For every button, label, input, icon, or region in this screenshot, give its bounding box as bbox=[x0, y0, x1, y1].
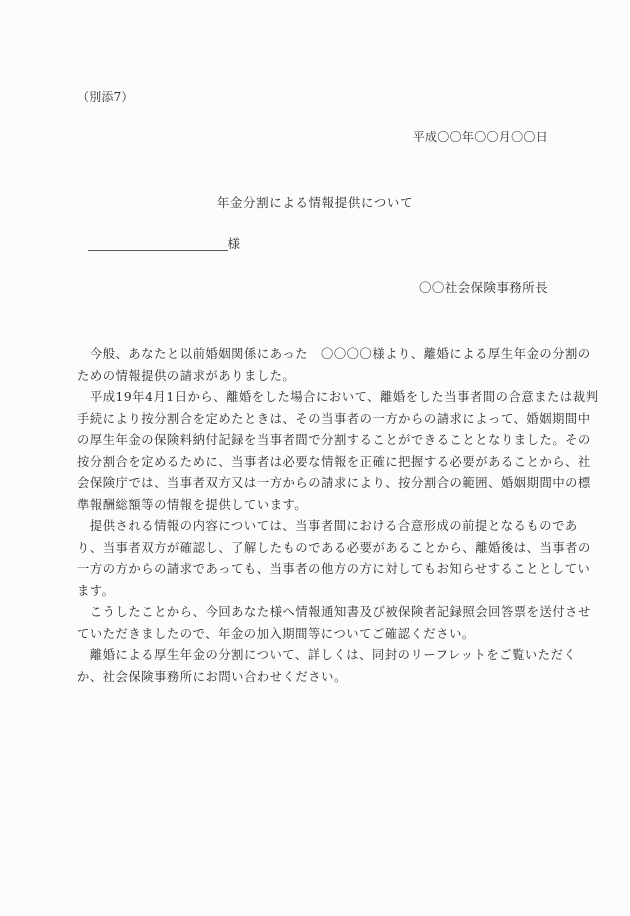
paragraph-notification bbox=[77, 516, 591, 602]
addressee-field bbox=[88, 234, 240, 251]
body-line: 一方の方からの請求であっても、当事者の他方の方に対してもお知らせすることとしてい bbox=[77, 562, 591, 576]
body-line: り、当事者双方が確認し、了解したものである必要があることから、離婚後は、当事者の bbox=[77, 540, 591, 555]
addressee-honorific: 様 bbox=[227, 236, 240, 251]
body-line: の厚生年金の保険料納付記録を当事者間で分割することができることとなりました。その bbox=[77, 433, 591, 447]
body-line: ます。 bbox=[77, 583, 115, 598]
paragraph-contact bbox=[77, 645, 577, 688]
paragraph-background bbox=[77, 387, 599, 516]
annex-label: （別添7） bbox=[77, 90, 134, 104]
paragraph-enclosure bbox=[77, 602, 591, 645]
addressee-name-blank-line bbox=[88, 250, 228, 251]
body-line: 提供される情報の内容については、当事者間における合意形成の前提となるものであ bbox=[77, 519, 578, 533]
body-line: 会保険庁では、当事者双方又は一方からの請求により、按分割合の範囲、婚姻期間中の標 bbox=[77, 476, 591, 490]
body-line: 離婚による厚生年金の分割について、詳しくは、同封のリーフレットをご覧いただく bbox=[77, 648, 577, 662]
document-title: 年金分割による情報提供について bbox=[216, 195, 414, 210]
document-date: 平成〇〇年〇〇月〇〇日 bbox=[412, 130, 548, 144]
letter-body bbox=[77, 344, 599, 688]
body-line: 平成19年4月1日から、離婚をした場合において、離婚をした当事者間の合意または裁判 bbox=[77, 390, 599, 404]
body-line: ための情報提供の請求がありました。 bbox=[77, 368, 296, 383]
paragraph-request bbox=[77, 344, 591, 387]
body-line: 準報酬総額等の情報を提供しています。 bbox=[77, 497, 308, 512]
body-line: 今般、あなたと以前婚姻関係にあった 〇〇〇〇様より、離婚による厚生年金の分割の bbox=[77, 347, 591, 361]
body-line: 手続により按分割合を定めたときは、その当事者の一方からの請求によって、婚姻期間中 bbox=[77, 411, 591, 426]
body-line: こうしたことから、今回あなた様へ情報通知書及び被保険者記録照会回答票を送付させ bbox=[77, 605, 591, 619]
body-line: ていただきましたので、年金の加入期間等についてご確認ください。 bbox=[77, 626, 475, 641]
sender-name: 〇〇社会保険事務所長 bbox=[418, 280, 548, 295]
body-line: か、社会保険事務所にお問い合わせください。 bbox=[77, 669, 347, 684]
body-line: 按分割合を定めるために、当事者は必要な情報を正確に把握する必要があることから、社 bbox=[77, 454, 591, 469]
